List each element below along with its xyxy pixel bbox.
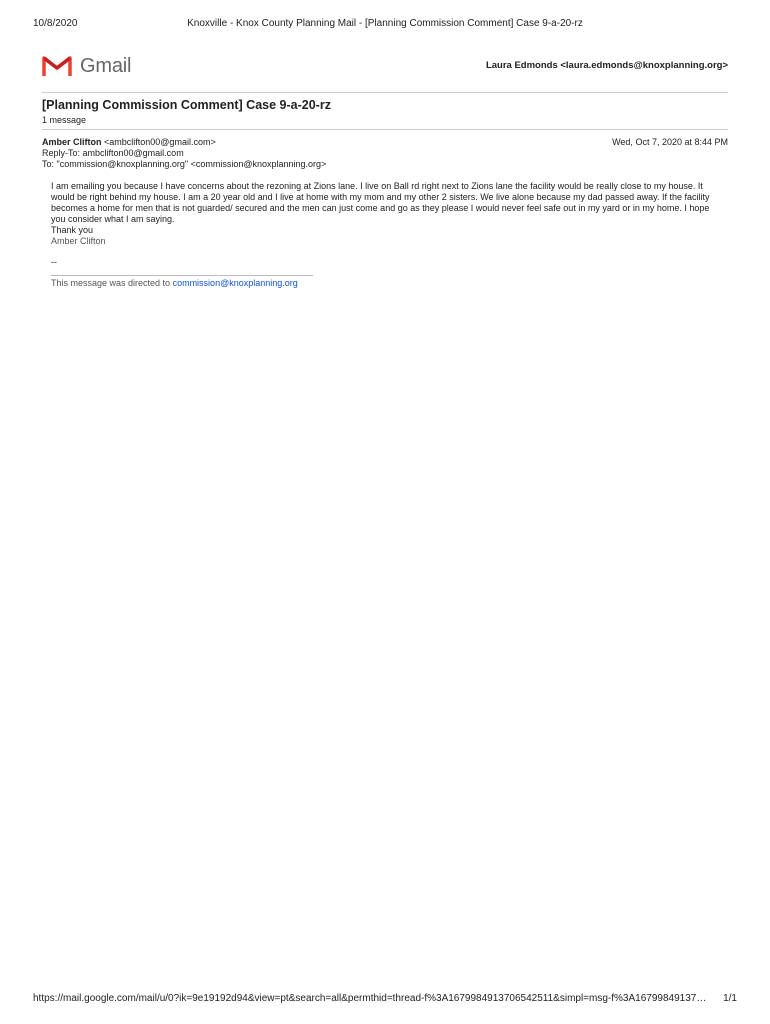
print-date: 10/8/2020 bbox=[33, 18, 78, 29]
message-header bbox=[42, 137, 326, 170]
message-body bbox=[51, 181, 721, 247]
gmail-wordmark: Gmail bbox=[80, 54, 132, 77]
sender-name: Amber Clifton bbox=[42, 137, 102, 147]
gmail-logo bbox=[42, 54, 131, 78]
signature-separator: -- bbox=[51, 257, 57, 267]
message-count: 1 message bbox=[42, 115, 87, 125]
page-number: 1/1 bbox=[723, 993, 737, 1004]
print-url: https://mail.google.com/mail/u/0?ik=9e19192d94&view=pt&search=all&permthid=thread-f%3A1679984913706542511&simpl=msg-f%3A16799849137… bbox=[33, 993, 707, 1004]
sender-email: <ambclifton00@gmail.com> bbox=[104, 137, 216, 147]
gmail-m-icon bbox=[42, 55, 72, 77]
account-label: Laura Edmonds <laura.edmonds@knoxplanning.org> bbox=[485, 60, 728, 71]
body-text: I am emailing you because I have concerns about the rezoning at Zions lane. I live on Ball rd right next to Zions lane the facility would be really close to my house. It would be right behind my house. I am a 20 year old and I live at home with my mom and my other 2 sisters. We live alone because my dad passed away. If the facility becomes a home for men that is not guarded/ secured and the men can just come and go as they please I would never feel safe out in my yard or in my home. I hope you consider what I am saying. bbox=[51, 181, 710, 224]
signature-name: Amber Clifton bbox=[51, 236, 106, 246]
thread-subject: [Planning Commission Comment] Case 9-a-20-rz bbox=[42, 98, 331, 112]
print-footer bbox=[33, 993, 737, 1007]
to-line: To: "commission@knoxplanning.org" <commission@knoxplanning.org> bbox=[42, 159, 327, 169]
commission-email-link[interactable]: commission@knoxplanning.org bbox=[172, 278, 298, 288]
closing-text: Thank you bbox=[51, 225, 94, 235]
footer-prefix: This message was directed to bbox=[51, 278, 173, 288]
footer-note bbox=[51, 278, 298, 288]
reply-to-line: Reply-To: ambclifton00@gmail.com bbox=[42, 148, 184, 158]
print-title: Knoxville - Knox County Planning Mail - [Planning Commission Comment] Case 9-a-20-rz bbox=[187, 18, 583, 29]
footer-divider bbox=[51, 275, 313, 276]
message-date: Wed, Oct 7, 2020 at 8:44 PM bbox=[612, 137, 728, 147]
subject-divider bbox=[42, 129, 728, 130]
sender-line bbox=[42, 137, 326, 148]
print-header bbox=[0, 18, 770, 32]
header-divider bbox=[42, 92, 728, 93]
